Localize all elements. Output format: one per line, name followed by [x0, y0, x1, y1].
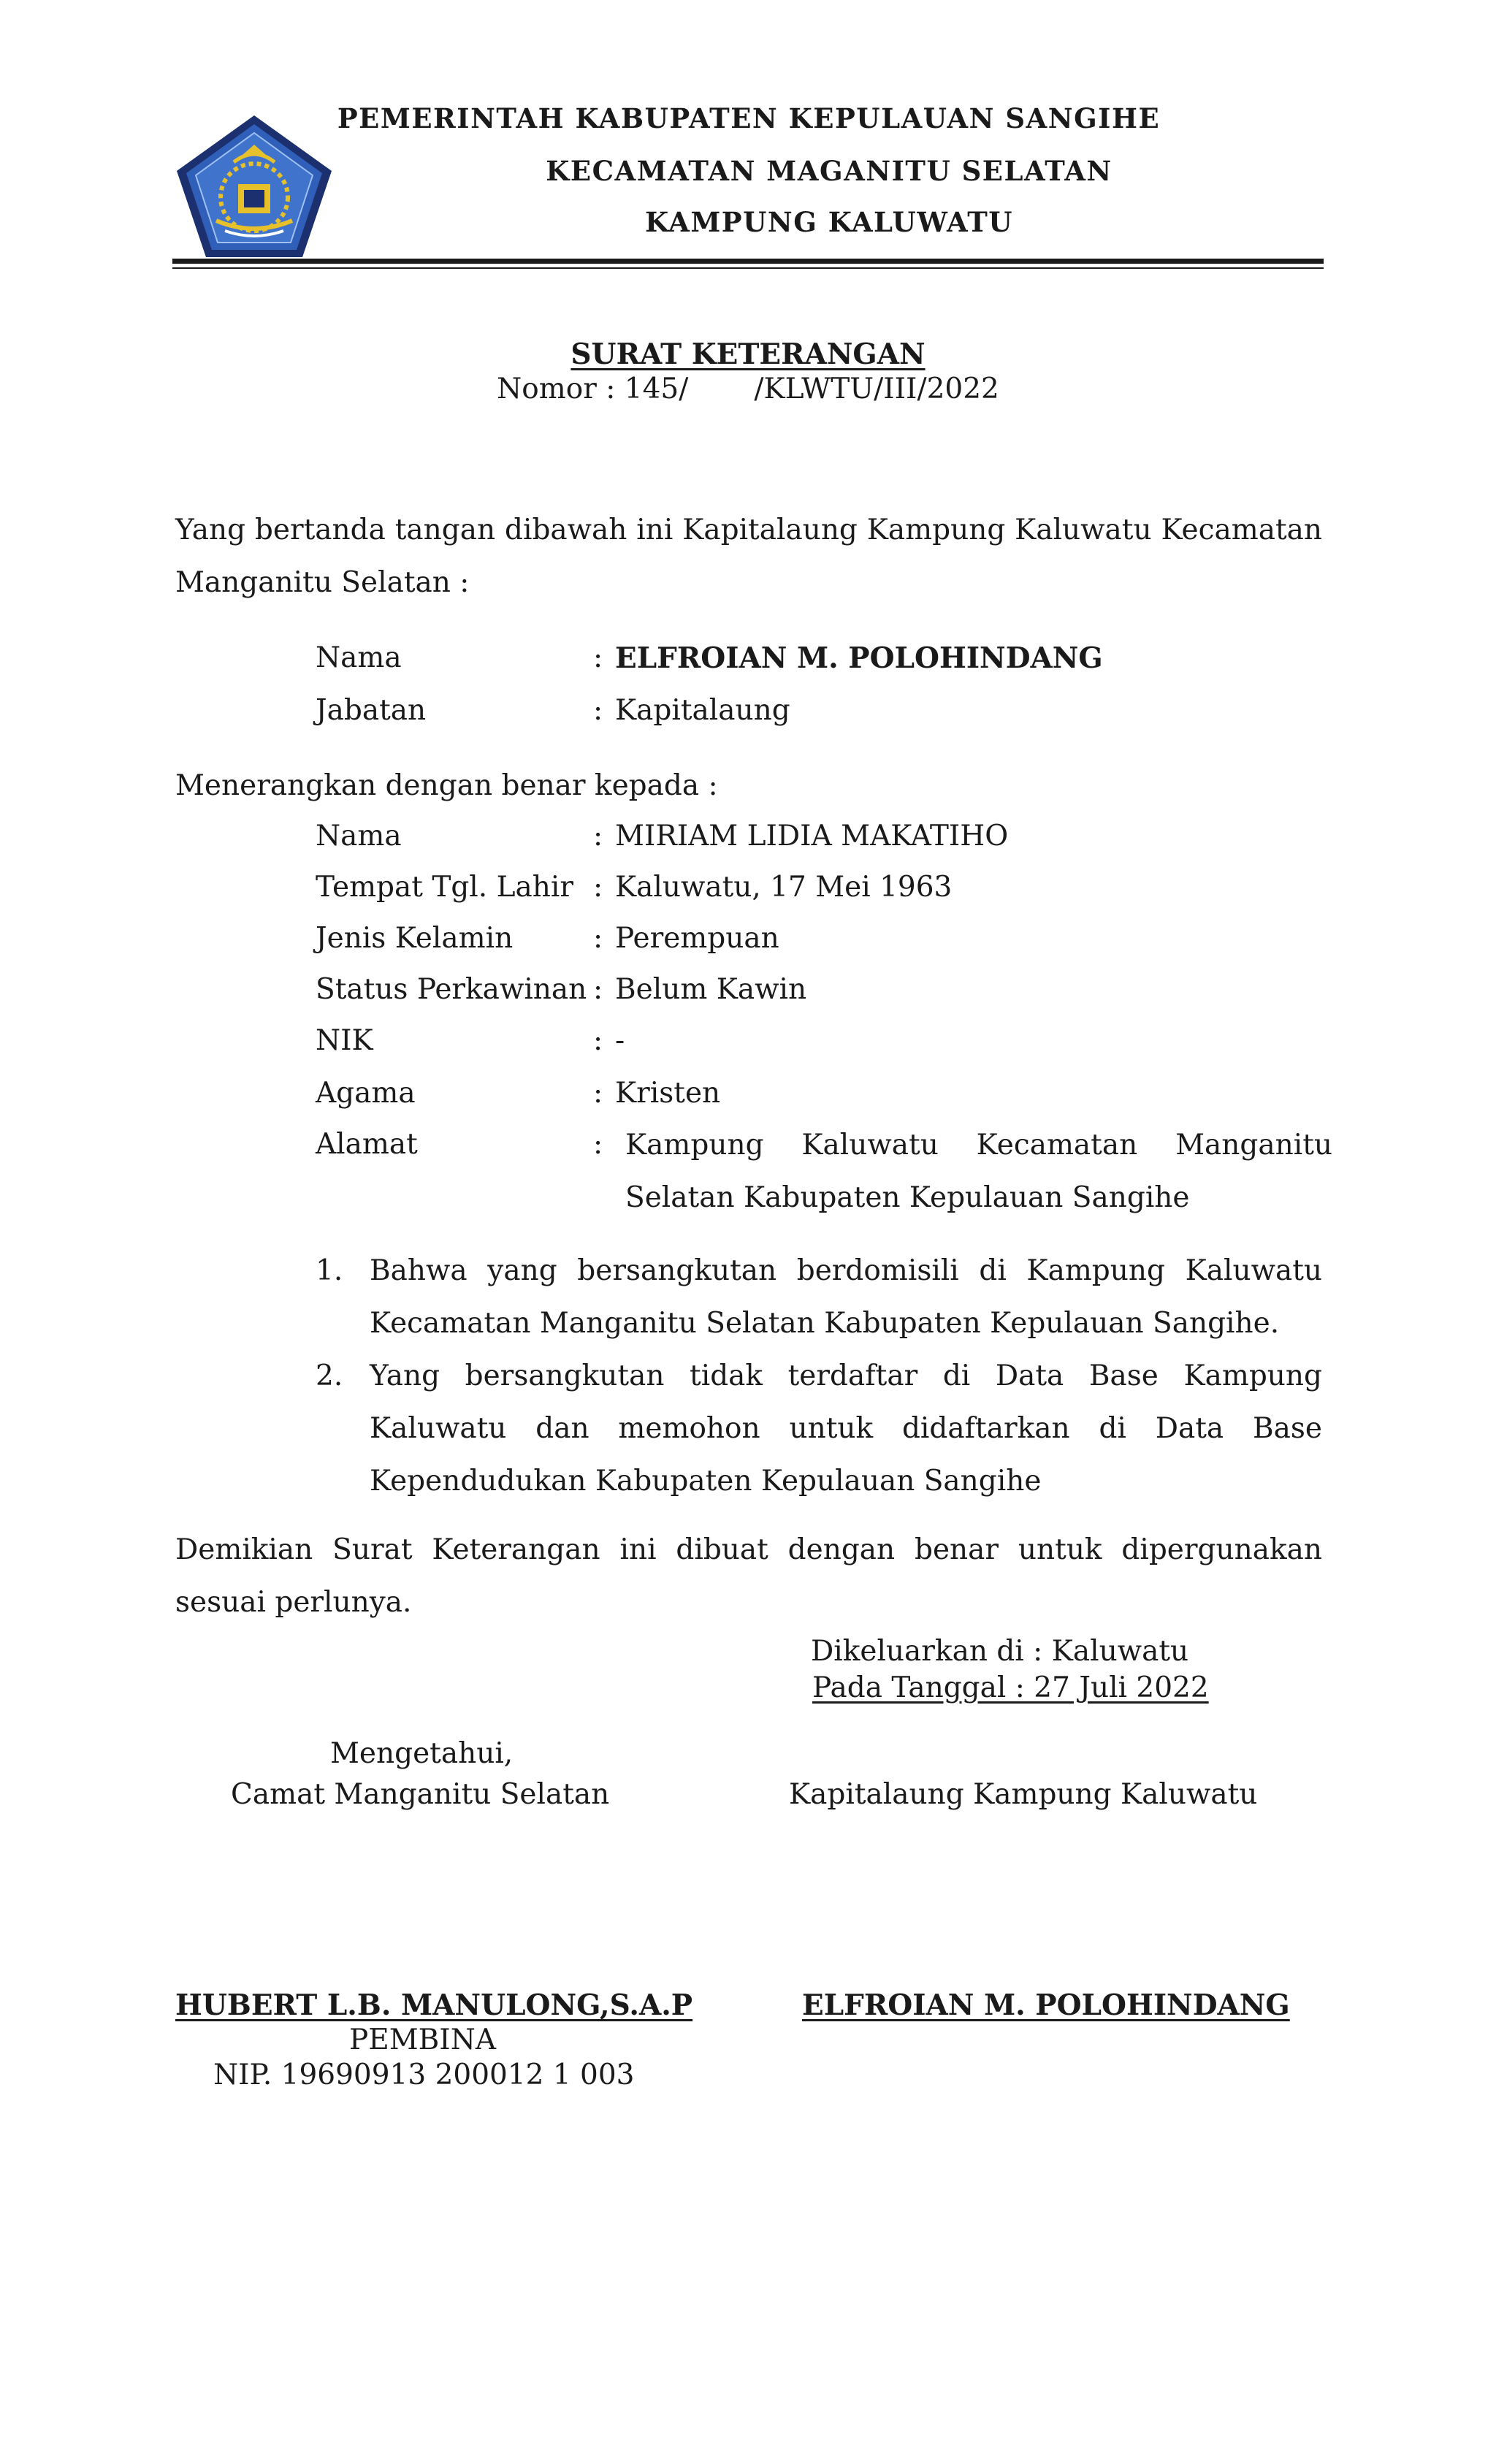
header-divider-thin — [172, 267, 1324, 269]
right-sig-name: ELFROIAN M. POLOHINDANG — [802, 1988, 1290, 2022]
signer-position-value: Kapitalaung — [615, 694, 790, 727]
left-sig-nip: NIP. 19690913 200012 1 003 — [213, 2059, 635, 2091]
subject-birth-value: Kaluwatu, 17 Mei 1963 — [615, 871, 953, 904]
subject-religion-value: Kristen — [615, 1077, 721, 1110]
letter-number-suffix: /KLWTU/III/2022 — [754, 373, 999, 405]
list-item — [316, 1245, 1322, 1350]
subject-religion-label: Agama — [316, 1077, 416, 1110]
signer-name-colon: : — [593, 641, 603, 674]
subject-address-value: Kampung Kaluwatu Kecamatan Manganitu Selatan Kabupaten Kepulauan Sangihe — [625, 1129, 1332, 1214]
left-sig-rank: PEMBINA — [349, 2024, 496, 2056]
list-item — [316, 1350, 1322, 1508]
signer-name-label: Nama — [316, 641, 402, 674]
left-sig-role: Camat Manganitu Selatan — [231, 1778, 610, 1811]
right-sig-role: Kapitalaung Kampung Kaluwatu — [789, 1778, 1258, 1811]
kop-line-village: KAMPUNG KALUWATU — [644, 206, 1013, 238]
subject-birth-label: Tempat Tgl. Lahir — [316, 871, 573, 904]
intro-paragraph: Yang bertanda tangan dibawah ini Kapitalaung Kampung Kaluwatu Kecamatan Manganitu Selatan : — [175, 514, 1322, 599]
signer-name-value: ELFROIAN M. POLOHINDANG — [615, 641, 1103, 675]
subject-marital-label: Status Perkawinan — [316, 973, 587, 1006]
list-item-text: Bahwa yang bersangkutan berdomisili di Kampung Kaluwatu Kecamatan Manganitu Selatan Kabupaten Kepulauan Sangihe. — [370, 1254, 1322, 1340]
subject-religion-colon: : — [593, 1077, 603, 1110]
subject-marital-value: Belum Kawin — [615, 973, 807, 1006]
subject-name-label: Nama — [316, 820, 402, 853]
letter-number-prefix: Nomor : 145/ — [497, 373, 689, 405]
signer-position-colon: : — [593, 694, 603, 727]
subject-birth-colon: : — [593, 871, 603, 904]
subject-address-label: Alamat — [316, 1128, 418, 1161]
subject-gender-value: Perempuan — [615, 922, 779, 955]
list-item-text: Yang bersangkutan tidak terdaftar di Data Base Kampung Kaluwatu dan memohon untuk didaftarkan di Data Base Kependudukan Kabupaten Kepulauan Sangihe — [370, 1359, 1322, 1498]
header-divider-thick — [172, 259, 1324, 264]
subject-nik-colon: : — [593, 1024, 603, 1057]
list-item-number: 1. — [316, 1254, 343, 1287]
subject-gender-label: Jenis Kelamin — [316, 922, 514, 955]
issued-date: Pada Tanggal : 27 Juli 2022 — [812, 1671, 1209, 1704]
letter-title: SURAT KETERANGAN — [570, 337, 926, 371]
letter-number — [0, 373, 1496, 405]
kepada-paragraph: Menerangkan dengan benar kepada : — [175, 769, 718, 802]
list-item-number: 2. — [316, 1359, 343, 1392]
kop-line-government: PEMERINTAH KABUPATEN KEPULAUAN SANGIHE — [337, 102, 1161, 134]
subject-nik-label: NIK — [316, 1024, 373, 1057]
subject-address-colon: : — [593, 1128, 603, 1161]
subject-name-value: MIRIAM LIDIA MAKATIHO — [615, 820, 1009, 853]
subject-gender-colon: : — [593, 922, 603, 955]
subject-marital-colon: : — [593, 973, 603, 1006]
issued-place: Dikeluarkan di : Kaluwatu — [811, 1635, 1189, 1668]
left-sig-name: HUBERT L.B. MANULONG,S.A.P — [175, 1988, 693, 2022]
left-sig-acknowledged: Mengetahui, — [330, 1737, 514, 1770]
closing-paragraph: Demikian Surat Keterangan ini dibuat dengan benar untuk dipergunakan sesuai perlunya. — [175, 1533, 1322, 1619]
subject-nik-value: - — [615, 1024, 625, 1057]
subject-name-colon: : — [593, 820, 603, 853]
signer-position-label: Jabatan — [316, 694, 427, 727]
kop-line-district: KECAMATAN MAGANITU SELATAN — [546, 155, 1113, 187]
statement-list — [316, 1245, 1322, 1508]
